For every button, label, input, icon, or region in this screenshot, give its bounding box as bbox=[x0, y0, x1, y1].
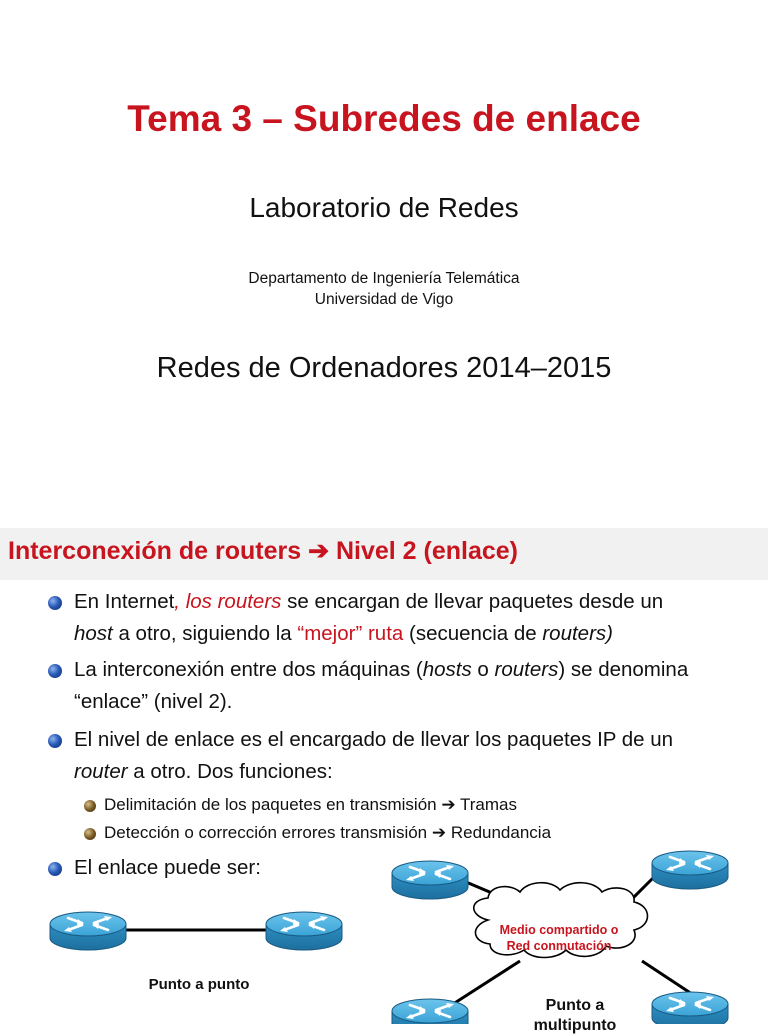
cloud-label-line1: Medio compartido o bbox=[499, 923, 619, 937]
slide-subtitle: Laboratorio de Redes bbox=[249, 192, 519, 223]
bullet-1-host: host bbox=[74, 622, 113, 645]
bullet-3-router: router bbox=[74, 760, 128, 783]
arrow-right-icon: ➔ bbox=[308, 537, 330, 565]
p2p-label: Punto a punto bbox=[148, 976, 250, 993]
university: Universidad de Vigo bbox=[314, 291, 454, 308]
sub-bullet-1-tail: Tramas bbox=[455, 795, 517, 814]
bullet-4: El enlace puede ser: bbox=[74, 856, 261, 879]
multipoint-label-line2: multipunto bbox=[533, 1017, 617, 1034]
cloud-label-line2: Red conmutación bbox=[506, 939, 612, 953]
arrow-right-icon: ➔ bbox=[431, 823, 447, 842]
bullet-1-text: En Internet bbox=[74, 590, 175, 613]
sub-bullet-2-text: Detección o corrección errores transmisión bbox=[104, 823, 432, 842]
bullet-1-text: a otro, siguiendo la bbox=[112, 622, 298, 645]
arrow-right-icon: ➔ bbox=[441, 795, 456, 814]
bullet-1-best-route: “mejor” ruta bbox=[297, 622, 404, 645]
sub-bullet-2-tail: Redundancia bbox=[446, 823, 552, 842]
router-icon bbox=[392, 999, 468, 1024]
bullet-3-text: a otro. Dos funciones: bbox=[127, 760, 333, 783]
slide-title: Tema 3 – Subredes de enlace bbox=[127, 98, 641, 139]
affiliation bbox=[0, 268, 768, 310]
bullet-2-routers: routers bbox=[494, 658, 559, 681]
title-slide bbox=[0, 0, 768, 510]
department: Departamento de Ingeniería Telemática bbox=[248, 270, 520, 287]
bullet-2-text: ) se denomina bbox=[558, 658, 689, 681]
bullet-1-routers: , los routers bbox=[174, 590, 282, 613]
course-name: Redes de Ordenadores 2014–2015 bbox=[156, 352, 612, 384]
bullet-1-text: se encargan de llevar paquetes desde un bbox=[281, 590, 664, 613]
header-text-b: Nivel 2 (enlace) bbox=[329, 537, 518, 565]
header-text-a: Interconexión de routers bbox=[8, 537, 309, 565]
sub-bullet-1-text: Delimitación de los paquetes en transmisión bbox=[104, 795, 442, 814]
router-icon bbox=[50, 912, 126, 950]
router-icon bbox=[652, 851, 728, 889]
content-slide bbox=[0, 528, 768, 1034]
bullet-1-routers-seq: routers) bbox=[542, 622, 613, 645]
cloud-label bbox=[486, 922, 632, 954]
multipoint-label bbox=[520, 996, 630, 1036]
bullet-3-text: El nivel de enlace es el encargado de llevar los paquetes IP de un bbox=[74, 728, 674, 751]
router-icon bbox=[266, 912, 342, 950]
bullet-2-hosts: hosts bbox=[422, 658, 472, 681]
router-icon bbox=[392, 861, 468, 899]
bullet-2-text: “enlace” (nivel 2). bbox=[74, 690, 233, 713]
bullet-1-text: (secuencia de bbox=[403, 622, 543, 645]
bullet-2-text: La interconexión entre dos máquinas ( bbox=[74, 658, 423, 681]
bullet-2-text: o bbox=[471, 658, 495, 681]
router-icon bbox=[652, 992, 728, 1024]
multipoint-label-line1: Punto a bbox=[545, 997, 605, 1014]
network-diagram bbox=[0, 528, 768, 1024]
